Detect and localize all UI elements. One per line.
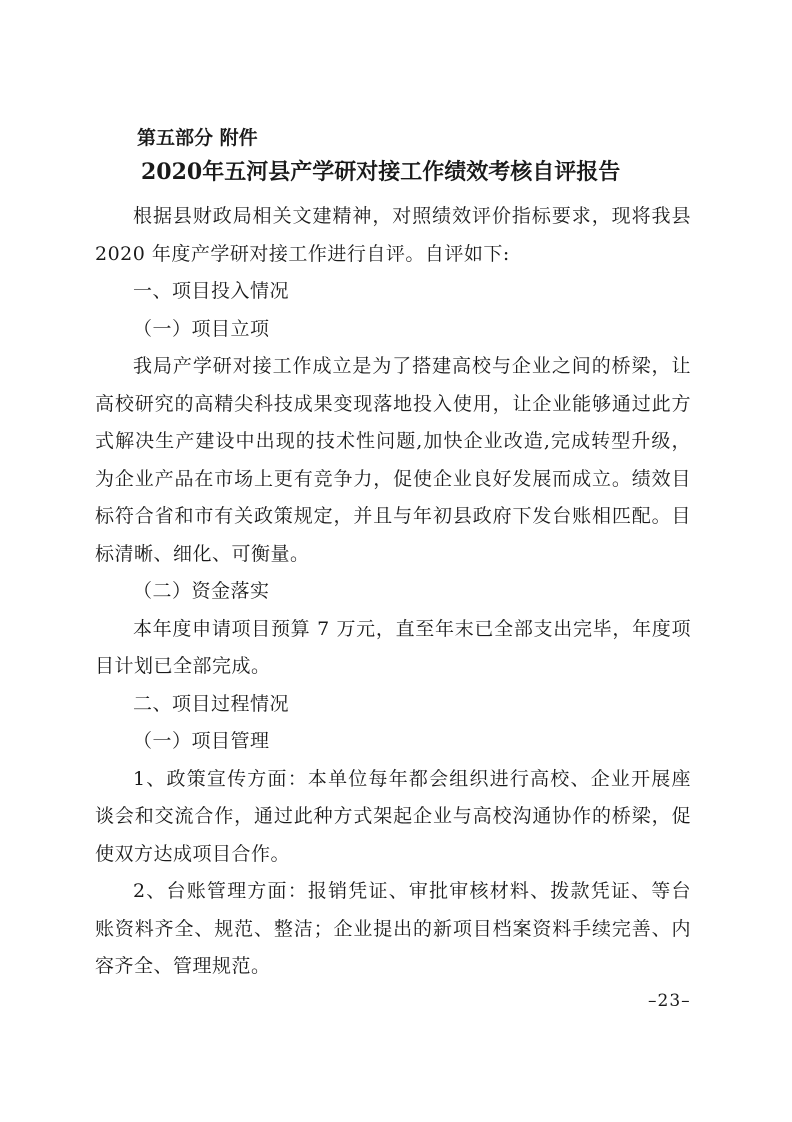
- document-title: 2020年五河县产学研对接工作绩效考核自评报告: [141, 159, 621, 185]
- intro-paragraph: 根据县财政局相关文建精神，对照绩效评价指标要求，现将我县 2020 年度产学研对接工作进行自评。自评如下:: [95, 205, 691, 265]
- project-approval-paragraph: 我局产学研对接工作成立是为了搭建高校与企业之间的桥梁，让高校研究的高精尖科技成果变现落地投入使用，让企业能够通过此方式解决生产建设中出现的技术性问题,加快企业改造,完成转型升级，为企业产品在市场上更有竞争力，促使企业良好发展而成立。绩效目标符合省和市有关政策规定，并且与年初县政府下发台账相匹配。目标清晰、细化、可衡量。: [95, 355, 691, 565]
- subheading-funding: （二）资金落实: [133, 580, 270, 602]
- section-label: 第五部分 附件: [137, 127, 258, 149]
- document-body: [95, 198, 691, 986]
- section-heading-investment: 一、项目投入情况: [133, 280, 290, 302]
- section-heading-process: 二、项目过程情况: [133, 692, 290, 715]
- subheading-project-approval: （一）项目立项: [133, 317, 270, 340]
- subheading-project-management: （一）项目管理: [133, 730, 270, 752]
- ledger-management-paragraph: 2、台账管理方面：报销凭证、审批审核材料、拨款凭证、等台账资料齐全、规范、整洁；企业提出的新项目档案资料手续完善、内容齐全、管理规范。: [95, 880, 691, 977]
- policy-publicity-paragraph: 1、政策宣传方面：本单位每年都会组织进行高校、企业开展座谈会和交流合作，通过此种方式架起企业与高校沟通协作的桥梁，促使双方达成项目合作。: [95, 767, 691, 865]
- page-number: –23–: [648, 991, 691, 1011]
- funding-paragraph: 本年度申请项目预算 7 万元，直至年末已全部支出完毕，年度项目计划已全部完成。: [95, 617, 691, 677]
